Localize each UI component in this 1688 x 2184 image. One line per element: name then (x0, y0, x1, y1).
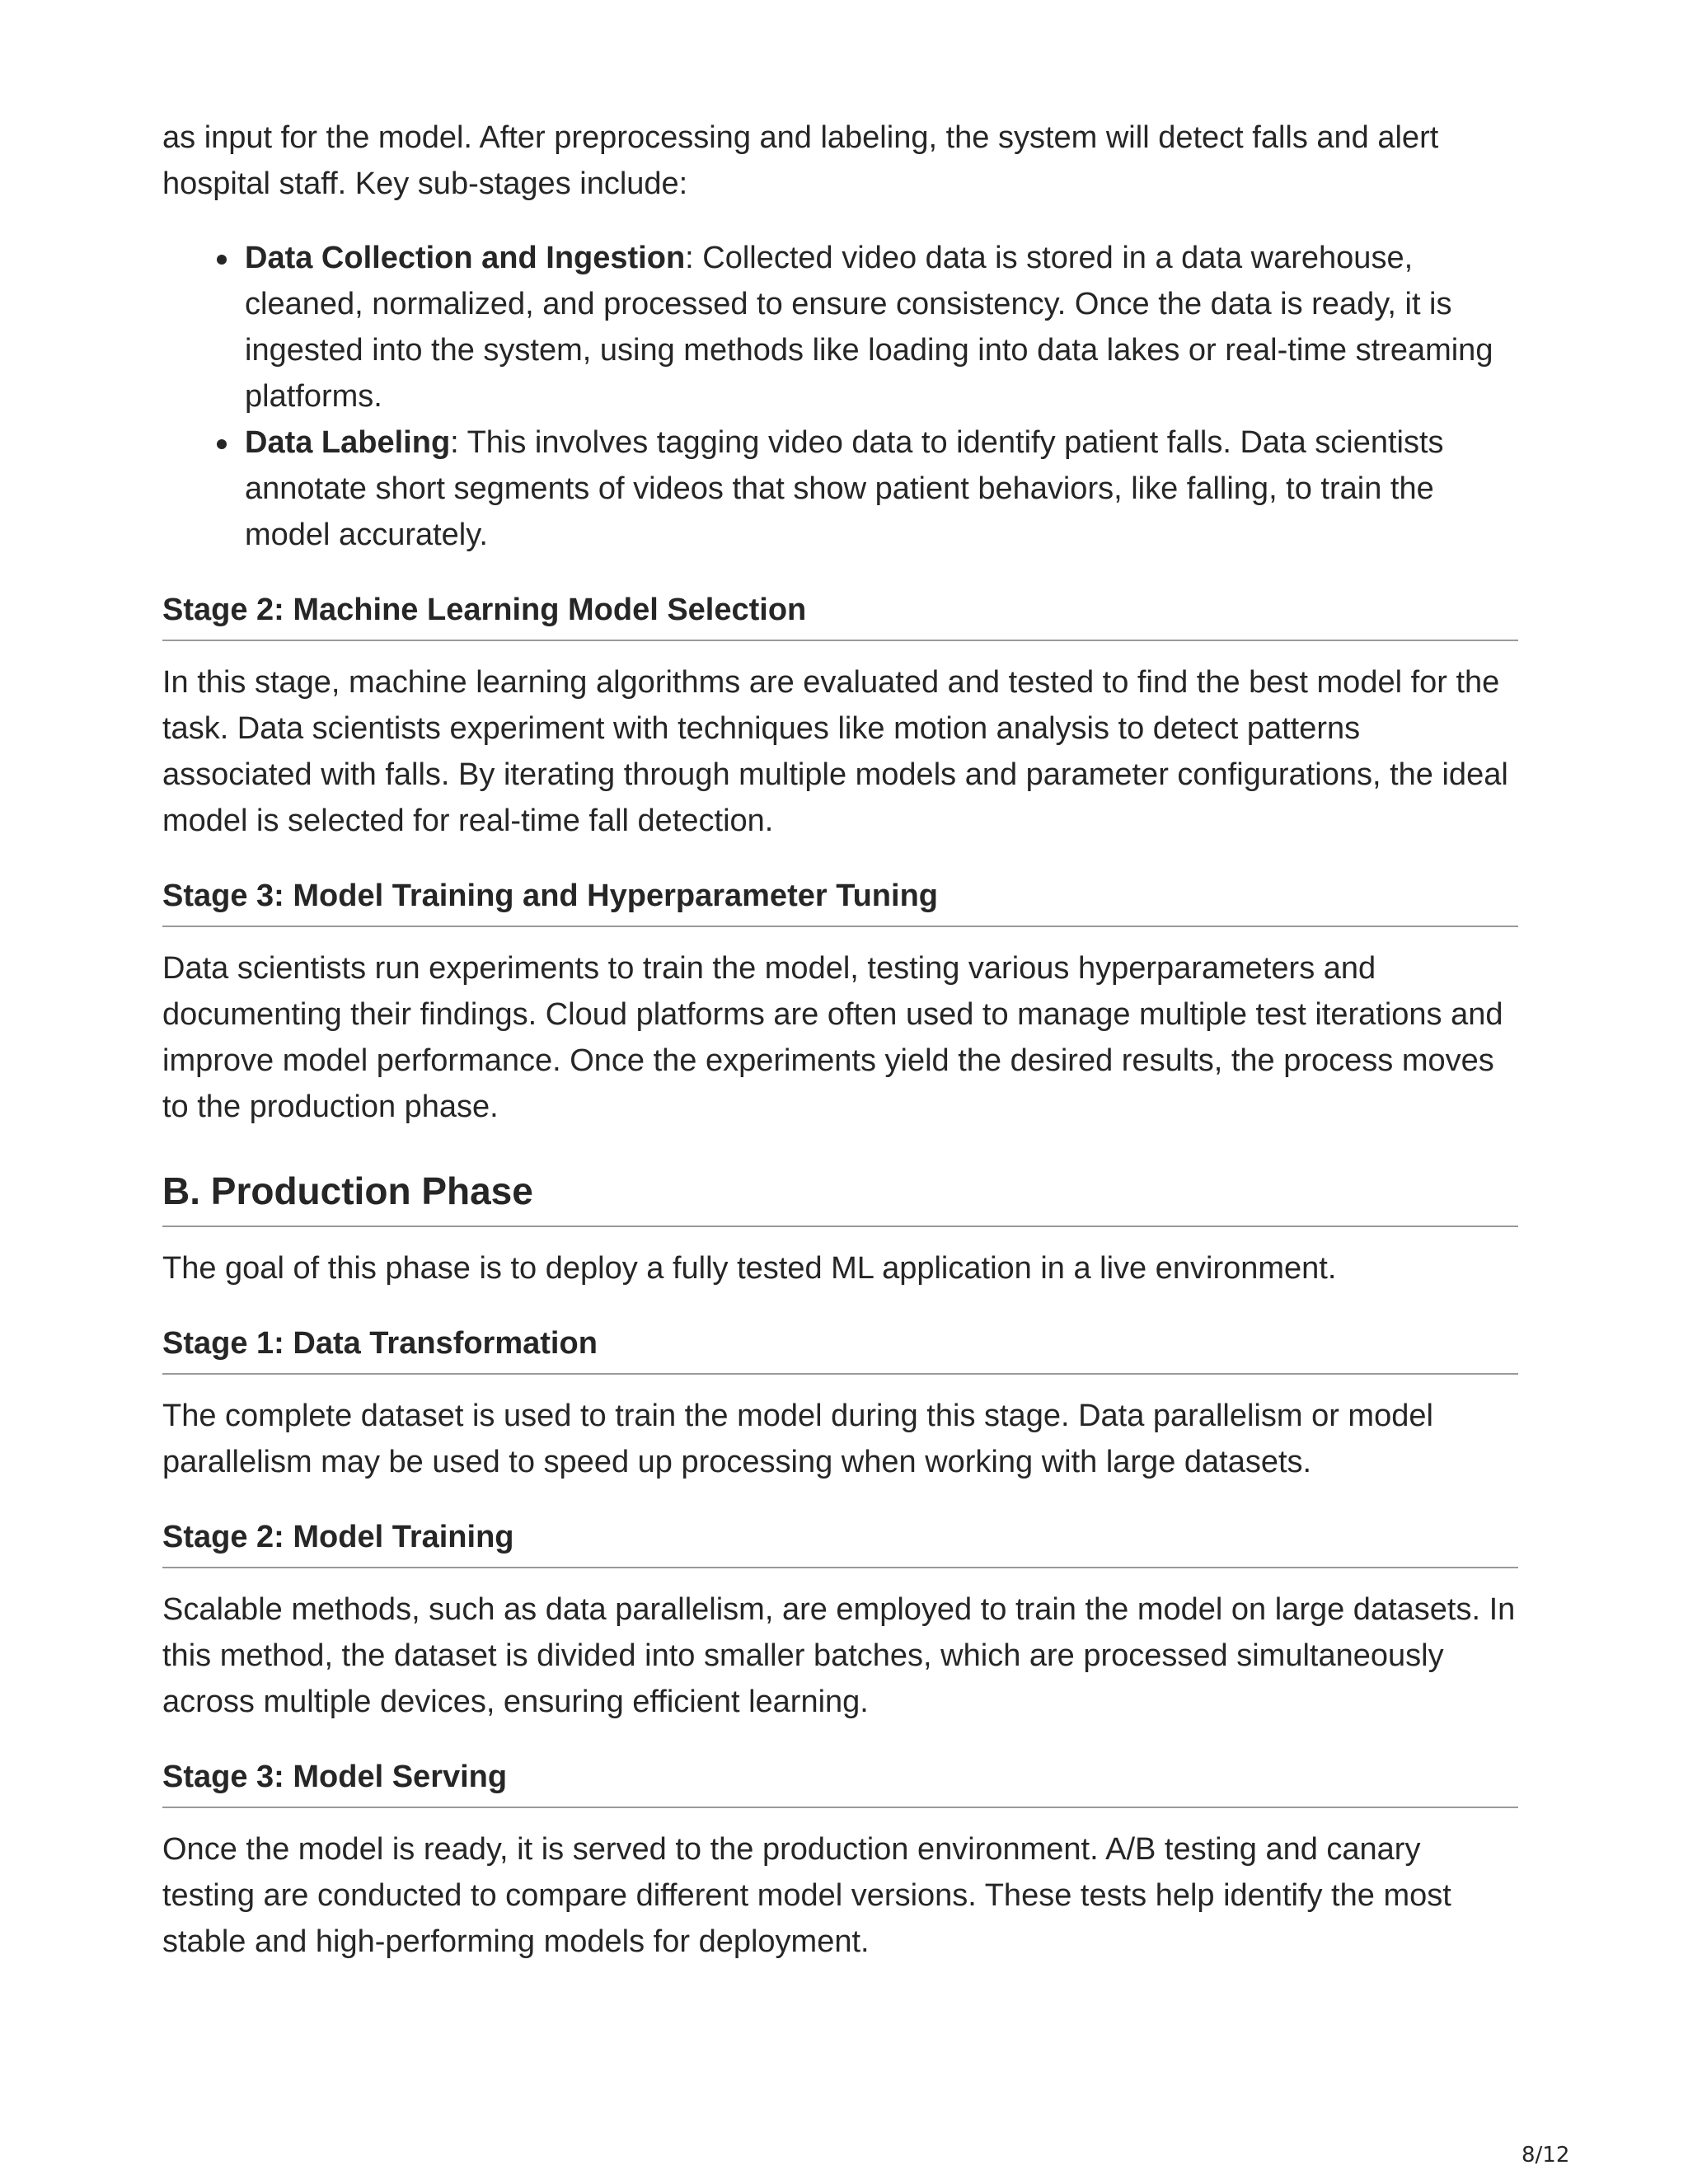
document-page (162, 0, 1518, 1965)
bullet-text: : This involves tagging video data to identify patient falls. Data scientists annotate short segments of videos that show patient behaviors, like falling, to train the model accurately. (245, 425, 1444, 552)
phase-heading: B. Production Phase (162, 1166, 1518, 1227)
bullet-term: Data Collection and Ingestion (245, 241, 686, 275)
section-paragraph: Once the model is ready, it is served to the production environment. A/B testing and canary testing are conducted to compare different model versions. These tests help identify the most stable and high-performing models for deployment. (162, 1832, 1451, 1959)
bullet-term: Data Labeling (245, 425, 451, 460)
section-heading: Stage 2: Machine Learning Model Selection (162, 589, 1518, 641)
sub-stage-list (162, 235, 1518, 558)
bullet-text: : Collected video data is stored in a data warehouse, cleaned, normalized, and processed to ensure consistency. Once the data is ready, it is ingested into the system, using methods like loading into data lakes or real-time streaming platforms. (245, 241, 1493, 414)
list-item (245, 235, 1518, 419)
page-number: 8/12 (1522, 2143, 1570, 2168)
section-heading: Stage 2: Model Training (162, 1516, 1518, 1568)
section-paragraph: Scalable methods, such as data parallelism, are employed to train the model on large datasets. In this method, the dataset is divided into smaller batches, which are processed simultaneously across multiple devices, ensuring efficient learning. (162, 1592, 1516, 1719)
phase-intro: The goal of this phase is to deploy a fully tested ML application in a live environment. (162, 1251, 1337, 1286)
section-heading: Stage 1: Data Transformation (162, 1323, 1518, 1375)
section-paragraph: Data scientists run experiments to train the model, testing various hyperparameters and documenting their findings. Cloud platforms are often used to manage multiple test iterations and improve model performance. Once the experiments yield the desired results, the process moves to the production phase. (162, 951, 1503, 1124)
section-paragraph: The complete dataset is used to train the model during this stage. Data parallelism or model parallelism may be used to speed up processing when working with large datasets. (162, 1399, 1433, 1479)
section-paragraph: In this stage, machine learning algorithms are evaluated and tested to find the best model for the task. Data scientists experiment with techniques like motion analysis to detect patterns associated with falls. By iterating through multiple models and parameter configurations, the ideal model is selected for real-time fall detection. (162, 665, 1508, 838)
list-item (245, 419, 1518, 558)
intro-paragraph: as input for the model. After preprocessing and labeling, the system will detect falls and alert hospital staff. Key sub-stages include: (162, 120, 1439, 201)
section-heading: Stage 3: Model Training and Hyperparameter Tuning (162, 875, 1518, 927)
section-heading: Stage 3: Model Serving (162, 1756, 1518, 1808)
